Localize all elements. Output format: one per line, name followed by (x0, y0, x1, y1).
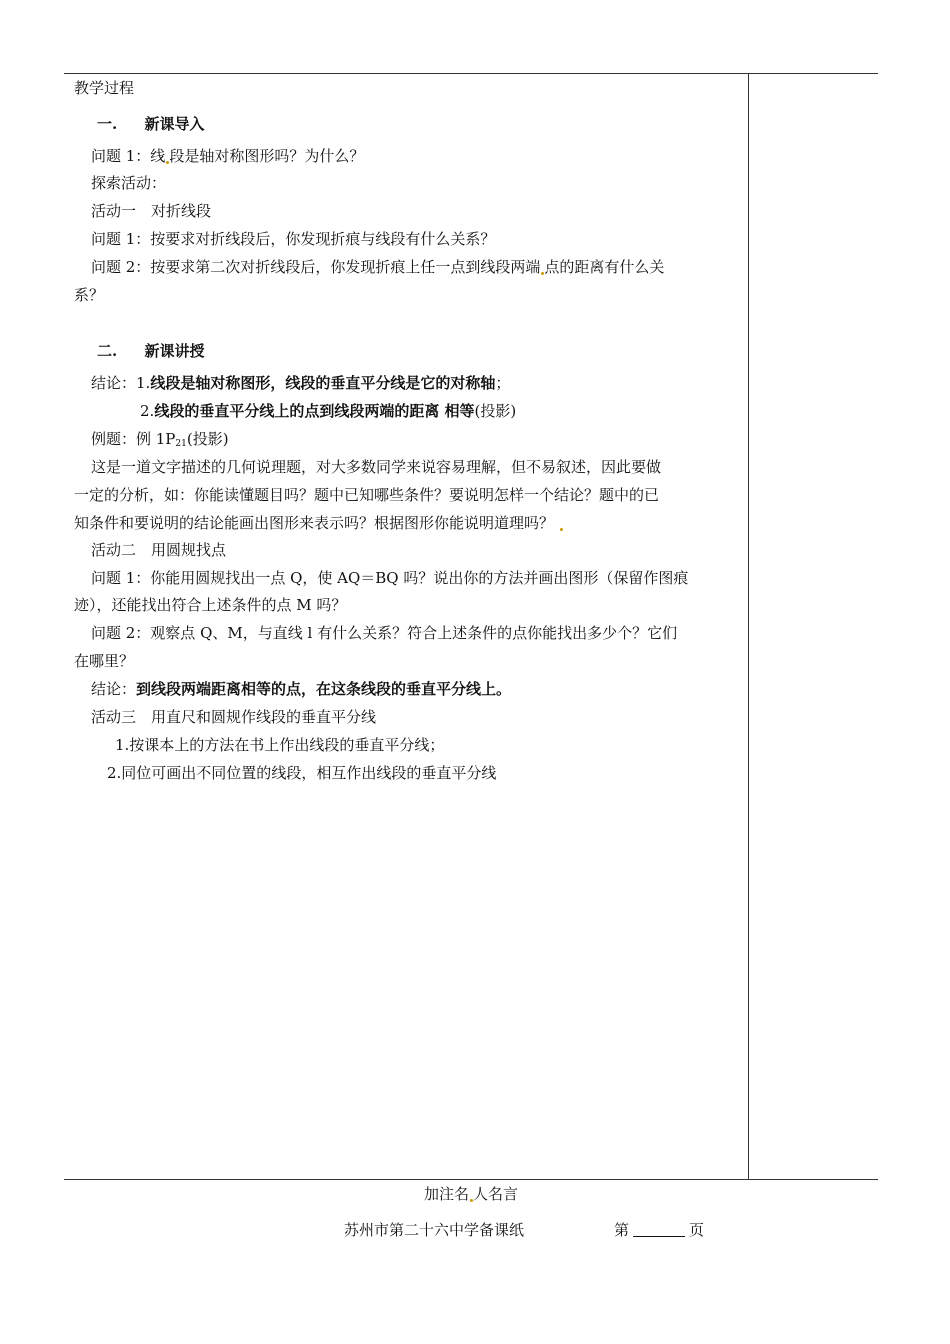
footer-page-number (614, 1220, 704, 1240)
text-part: 页 (689, 1221, 705, 1239)
mark-dot (560, 528, 563, 531)
text-part: 2. (140, 402, 155, 420)
example-line (91, 429, 229, 454)
text-part: (投影) (474, 402, 517, 420)
activity-3-step-2: 2.同位可画出不同位置的线段，相互作出线段的垂直平分线 (107, 764, 497, 782)
text-bold: 线段是轴对称图形，线段的垂直平分线是它的对称轴 (150, 374, 496, 392)
text-part: 知条件和要说明的结论能画出图形来表示吗？根据图形你能说明道理吗？ (74, 514, 555, 532)
text-part: 人名言 (473, 1185, 519, 1203)
text-part: 结论：1. (91, 374, 151, 392)
activity-2-question-2: 问题 2：观察点 Q、M，与直线 l 有什么关系？符合上述条件的点你能找出多少个？它们 (91, 624, 678, 642)
section-2-heading (97, 341, 204, 361)
text-part: (投影) (186, 430, 229, 448)
question-1-line (91, 146, 364, 166)
footer-school: 苏州市第二十六中学备课纸 (344, 1221, 525, 1239)
section-1-heading (97, 114, 204, 134)
activity-2-question-2-cont: 在哪里？ (74, 652, 135, 670)
activity-1-question-2-cont: 系？ (74, 286, 105, 304)
section-2-number: 二. (97, 342, 118, 360)
text-part: 例题：例 1P (91, 430, 176, 448)
activity-1-question-1: 问题 1：按要求对折线段后，你发现折痕与线段有什么关系？ (91, 230, 496, 248)
text-part: 点的距离有什么关 (544, 258, 665, 276)
paragraph-line-2: 一定的分析，如：你能读懂题目吗？题中已知哪些条件？要说明怎样一个结论？题中的已 (74, 486, 660, 504)
page-blank (633, 1222, 685, 1237)
text-part: 段是轴对称图形吗？为什么？ (169, 147, 365, 165)
activity-2-heading: 活动二 用圆规找点 (91, 541, 227, 559)
activity-1-heading: 活动一 对折线段 (91, 202, 212, 220)
section-1-title: 新课导入 (144, 115, 205, 133)
top-border (64, 73, 878, 74)
conclusion-3 (91, 679, 511, 699)
text-part: 结论： (91, 680, 137, 698)
text-part: 问题 1：线 (91, 147, 166, 165)
explore-heading: 探索活动： (91, 174, 167, 192)
bottom-border (64, 1179, 878, 1180)
paragraph-line-1: 这是一道文字描述的几何说理题，对大多数同学来说容易理解，但不易叙述，因此要做 (91, 458, 662, 476)
column-header: 教学过程 (74, 79, 135, 97)
text-part: 问题 2：按要求第二次对折线段后，你发现折痕上任一点到线段两端 (91, 258, 541, 276)
activity-3-step-1: 1.按课本上的方法在书上作出线段的垂直平分线； (115, 736, 445, 754)
paragraph-line-3 (74, 513, 563, 533)
section-1-number: 一. (97, 115, 118, 133)
text-bold: 线段的垂直平分线上的点到线段两端的距离 相等 (154, 402, 475, 420)
activity-1-question-2 (91, 257, 664, 277)
text-part: 第 (614, 1221, 630, 1239)
column-divider (748, 73, 749, 1179)
conclusion-1 (91, 373, 510, 393)
activity-2-question-1-cont: 迹），还能找出符合上述条件的点 M 吗？ (74, 596, 347, 614)
section-2-title: 新课讲授 (144, 342, 205, 360)
text-part: 加注名 (424, 1185, 470, 1203)
text-part: ； (495, 374, 511, 392)
subscript: 21 (175, 439, 187, 449)
footer-quote (424, 1184, 518, 1204)
conclusion-2 (140, 401, 516, 421)
text-bold: 到线段两端距离相等的点，在这条线段的垂直平分线上。 (136, 680, 512, 698)
activity-3-heading: 活动三 用直尺和圆规作线段的垂直平分线 (91, 708, 377, 726)
activity-2-question-1: 问题 1：你能用圆规找出一点 Q，使 AQ＝BQ 吗？说出你的方法并画出图形（保留作图痕 (91, 569, 689, 587)
